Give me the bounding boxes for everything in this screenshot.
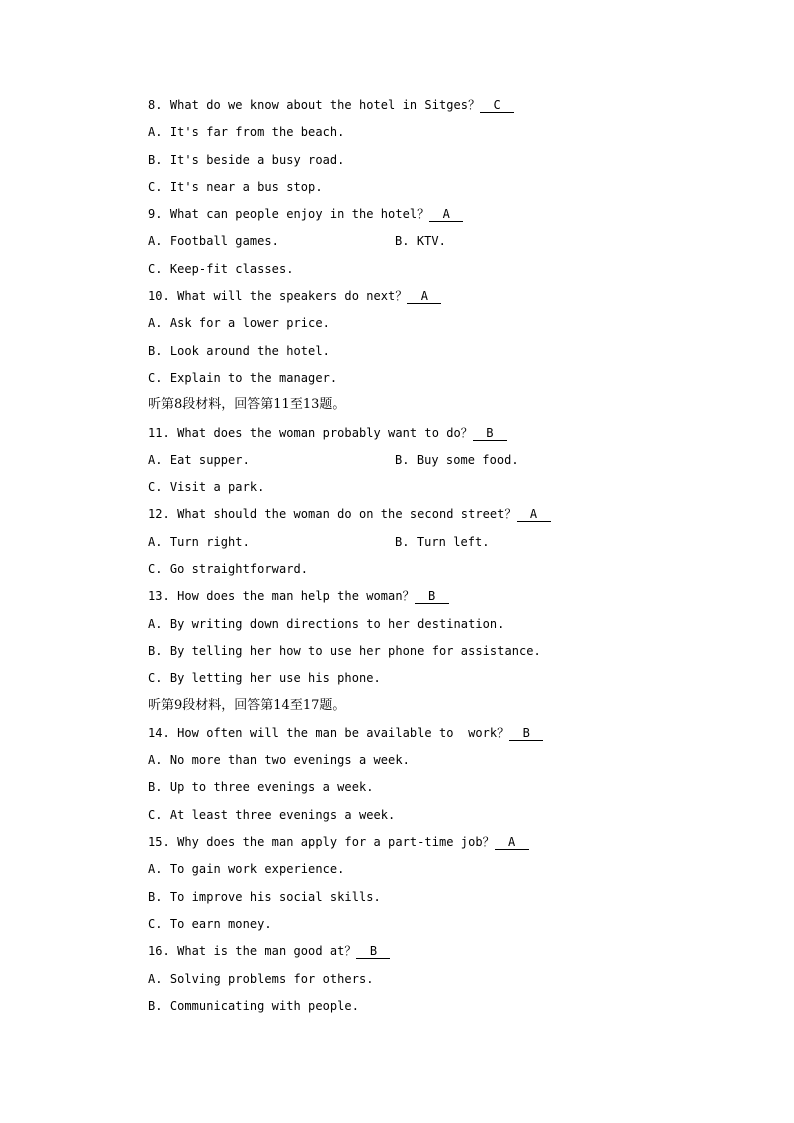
question-line (148, 723, 748, 750)
question-text: 10. What will the speakers do next？ (148, 289, 408, 304)
question-text: 15. Why does the man apply for a part-time job？ (148, 835, 495, 850)
option-line: C. Visit a park. (148, 480, 265, 495)
question-line (148, 586, 748, 613)
option-line: C. At least three evenings a week. (148, 807, 396, 822)
section-heading: 听第8段材料，回答第11至13题。 (148, 397, 346, 413)
option-text: B. Turn left. (395, 534, 490, 549)
option-text: A. Football games. (148, 234, 279, 249)
option-line: B. Up to three evenings a week. (148, 780, 374, 795)
answer-blank: A (495, 835, 529, 850)
question-text: 14. How often will the man be available to work？ (148, 725, 510, 740)
option-line: B. By telling her how to use her phone for assistance. (148, 643, 541, 658)
question-text: 11. What does the woman probably want to do？ (148, 425, 473, 440)
option-line: B. It's beside a busy road. (148, 152, 345, 167)
question-text: 9. What can people enjoy in the hotel？ (148, 207, 430, 222)
answer-blank: B (415, 589, 449, 604)
question-line (148, 204, 748, 231)
answer-blank: B (473, 426, 507, 441)
option-line: C. Go straightforward. (148, 562, 309, 577)
question-line (148, 504, 748, 531)
answer-blank: A (517, 507, 551, 522)
question-line (148, 423, 748, 450)
question-line (148, 941, 748, 968)
question-line (148, 95, 748, 122)
answer-blank: C (480, 98, 514, 113)
option-line (148, 532, 748, 559)
option-line: C. To earn money. (148, 916, 272, 931)
question-line (148, 832, 748, 859)
section-heading: 听第9段材料，回答第14至17题。 (148, 697, 346, 713)
option-text: B. KTV. (395, 234, 446, 249)
option-line: A. No more than two evenings a week. (148, 753, 410, 768)
option-text: B. Buy some food. (395, 452, 519, 467)
answer-blank: B (356, 944, 390, 959)
option-text: A. Turn right. (148, 534, 250, 549)
option-line: B. Communicating with people. (148, 998, 359, 1013)
answer-blank: A (407, 289, 441, 304)
option-line (148, 450, 748, 477)
question-text: 12. What should the woman do on the second street？ (148, 507, 517, 522)
question-line (148, 286, 748, 313)
answer-blank: B (509, 726, 543, 741)
option-line: C. By letting her use his phone. (148, 671, 381, 686)
option-line: A. By writing down directions to her destination. (148, 616, 505, 631)
option-line: C. Keep-fit classes. (148, 261, 294, 276)
option-line: C. Explain to the manager. (148, 370, 338, 385)
document-page (148, 95, 748, 1023)
option-line: A. Solving problems for others. (148, 971, 374, 986)
question-text: 8. What do we know about the hotel in Sitges？ (148, 98, 481, 112)
question-text: 16. What is the man good at？ (148, 944, 357, 959)
option-line: A. Ask for a lower price. (148, 316, 330, 331)
question-text: 13. How does the man help the woman？ (148, 589, 415, 604)
option-text: A. Eat supper. (148, 452, 250, 467)
option-line: A. To gain work experience. (148, 862, 345, 877)
option-line: B. To improve his social skills. (148, 889, 381, 904)
option-line: C. It's near a bus stop. (148, 179, 323, 194)
answer-blank: A (429, 207, 463, 222)
option-line: B. Look around the hotel. (148, 343, 330, 358)
option-line (148, 231, 748, 258)
option-line: A. It's far from the beach. (148, 125, 345, 140)
